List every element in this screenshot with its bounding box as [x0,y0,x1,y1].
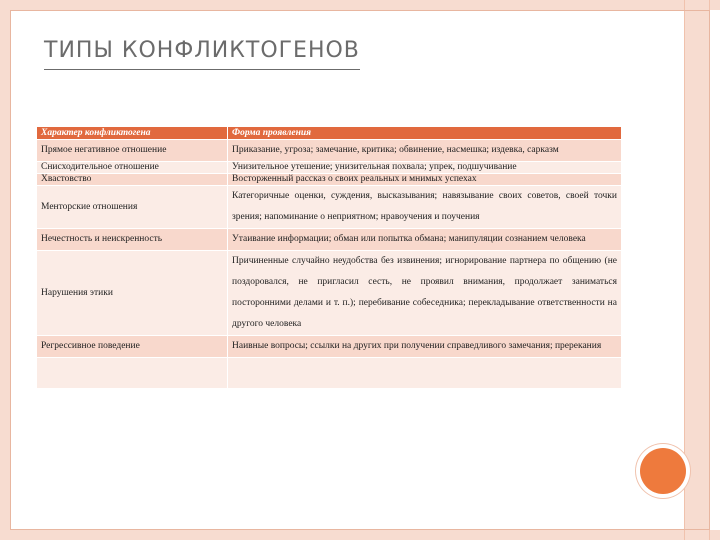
row-form: Унизительное утешение; унизительная похвала; упрек, подшучивание [228,162,622,174]
table-row [37,229,622,251]
row-type: Прямое негативное отношение [37,140,228,162]
conflictogen-table [36,126,622,389]
table-row [37,162,622,174]
table-row [37,186,622,229]
decorative-circle [640,448,686,494]
row-form: Категоричные оценки, суждения, высказывания; навязывание своих советов, своей точки зрения; напоминание о неприятном; нравоучения и поучения [228,186,622,229]
row-type [37,358,228,389]
frame-left-band [0,0,10,540]
table-header-row [37,127,622,140]
row-form: Восторженный рассказ о своих реальных и мнимых успехах [228,174,622,186]
frame-bottom-band [0,530,720,540]
header-type: Характер конфликтогена [37,127,228,140]
row-form: Причиненные случайно неудобства без извинения; игнорирование партнера по общению (не поздоровался, не пригласил сесть, не проявил внимания, продолжает заниматься посторонними делами и т. п.); перебивание собеседника; перекладывание ответственности на другого человека [228,251,622,336]
frame-top-band [0,0,720,10]
header-form: Форма проявления [228,127,622,140]
row-type: Регрессивное поведение [37,336,228,358]
table-row-empty [37,358,622,389]
row-type: Хвастовство [37,174,228,186]
row-type: Нарушения этики [37,251,228,336]
row-type: Менторские отношения [37,186,228,229]
slide-title: ТИПЫ КОНФЛИКТОГЕНОВ [44,38,360,70]
row-type: Снисходительное отношение [37,162,228,174]
table-row [37,140,622,162]
row-type: Нечестность и неискренность [37,229,228,251]
table-row [37,174,622,186]
table-row [37,336,622,358]
row-form [228,358,622,389]
row-form: Утаивание информации; обман или попытка обмана; манипуляции сознанием человека [228,229,622,251]
table-row [37,251,622,336]
row-form: Наивные вопросы; ссылки на других при получении справедливого замечания; пререкания [228,336,622,358]
row-form: Приказание, угроза; замечание, критика; обвинение, насмешка; издевка, сарказм [228,140,622,162]
